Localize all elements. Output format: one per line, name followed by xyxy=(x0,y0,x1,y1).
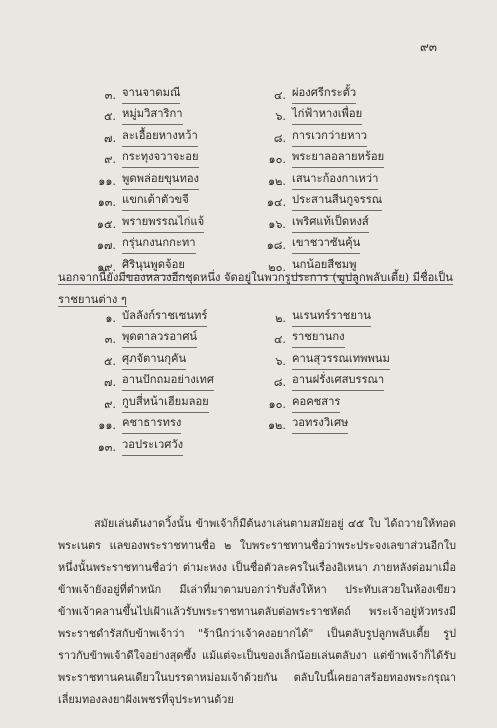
list-item xyxy=(90,438,260,456)
item-label: นกน้อยสีชมพู xyxy=(292,258,357,276)
list-item xyxy=(260,129,430,147)
item-number: ๑๘. xyxy=(266,239,286,253)
item-label: บัลลังก์ราชเซนทร์ xyxy=(122,309,207,327)
list-item xyxy=(260,193,430,211)
item-label: คอคชสาร xyxy=(292,395,340,413)
item-label: จานจาดมณี xyxy=(122,86,180,104)
item-label: ศุภจัตานกุคัน xyxy=(122,352,186,370)
item-label: ผ่องศรีกระตั้ว xyxy=(292,86,356,104)
list-item xyxy=(260,309,430,327)
item-number: ๑๓. xyxy=(97,440,116,454)
item-number: ๖. xyxy=(275,110,286,124)
list-row xyxy=(90,106,430,128)
item-label: กรุ่นกงนกกะทา xyxy=(122,236,196,254)
list-row xyxy=(90,329,430,351)
list-row xyxy=(90,393,430,415)
item-number: ๑๒. xyxy=(267,174,286,188)
item-number: ๑๐. xyxy=(268,153,286,167)
item-label: เพริศแท้เป็ดหงส์ xyxy=(292,215,369,233)
item-label: แขกเต้าตัวขจี xyxy=(122,193,189,211)
list-item xyxy=(90,373,260,391)
list-item xyxy=(90,416,260,434)
list-item xyxy=(90,309,260,327)
item-label: ละเอื้อยหางหว้า xyxy=(122,129,198,147)
item-number: ๑. xyxy=(105,311,116,325)
list-item xyxy=(260,330,430,348)
item-number: ๕. xyxy=(103,354,116,368)
list-item xyxy=(260,373,430,391)
list-item xyxy=(260,416,430,434)
item-label: วอประเวศวัง xyxy=(122,438,183,456)
list-item xyxy=(260,352,430,370)
list-item xyxy=(260,215,430,233)
item-label: คชาธารทรง xyxy=(122,416,181,434)
item-number: ๕. xyxy=(103,110,116,124)
item-number: ๑๑. xyxy=(98,174,116,188)
list-item xyxy=(90,107,260,125)
list-row xyxy=(90,127,430,149)
item-label: ศิรินุนพูดจ้อย xyxy=(122,258,185,276)
item-number: ๑๖. xyxy=(268,217,286,231)
item-label: อานปักถมอย่างเทศ xyxy=(122,373,214,391)
body-paragraph: สมัยเล่นต้นงาดวิ้งนั้น ข้าพเจ้าก็มีต้นงาเล่นตามสมัยอยู่ ๔๕ ใบ ได้ถวายให้ทอดพระเนตร แลของพระราชทานชื่อ ๒ ใบพระราชทานชื่อว่าพระประจงเลขาส่วนอีกใบหนึ่งนั้นพระราชทานชื่อว่า ต่ามะหงง เป็นชื่อตัวละครในเรื่องอิเหนา ภายหลังต่อมาเมื่อข้าพเจ้ายังอยู่ที่ตำหนัก มีเล่าที่มาตามบอกว่ารับสั่งให้หา ประทับเสวยในห้องเขียว ข้าพเจ้าคลานขึ้นไปเฝ้าแล้วรับพระราชทานตลับต่อพระราชหัตถ์ พระเจ้าอยู่หัวทรงมีพระราชดำรัสกับข้าพเจ้าว่า "ร้านีกว่าเจ้าคงอยากได้" เป็นตลับรูปลูกพลับเตี้ย รูปราวกับข้าพเจ้าดีใจอย่างสุดซึ้ง แม้แต่จะเป็นของเล็กน้อยเล่นตลับงา แต่ข้าพเจ้าก็ได้รับพระราชทานคนเดียวในบรรดาหม่อมเจ้าด้วยกัน ตลับใบนี้เคยอาสร้อยทองพระกรุณาเลี่ยมทองลงยาฝังเพชรที่จุประทานด้วย xyxy=(58,517,456,706)
item-number: ๑๕. xyxy=(96,217,116,231)
list-item xyxy=(90,193,260,211)
item-label: เขาชวาซันคุ้น xyxy=(292,236,360,254)
item-label: ราชยานกง xyxy=(292,330,345,348)
intro-paragraph xyxy=(58,267,456,311)
list-item xyxy=(90,172,260,190)
intro-line-2: ราชยานต่าง ๆ xyxy=(58,293,127,306)
item-label: ไก่ฟ้าหางเพื่อย xyxy=(292,107,362,125)
list-row xyxy=(90,192,430,214)
bird-name-list xyxy=(90,84,430,278)
intro-line-1: นอกจากนี้ยังมีของหลวงอีกชุดหนึ่ง จัดอยู่ในพวกรูประการ (ฆูปลูกพลับเตี้ย) มีชื่อเป็น xyxy=(58,271,453,284)
list-item xyxy=(260,395,430,413)
list-row xyxy=(90,213,430,235)
list-item xyxy=(90,86,260,104)
list-item xyxy=(260,86,430,104)
item-label: การเวกว่ายหาว xyxy=(292,129,367,147)
list-row xyxy=(90,84,430,106)
item-number: ๙. xyxy=(104,153,116,167)
item-number: ๗. xyxy=(104,376,116,390)
item-number: ๑๓. xyxy=(97,196,116,210)
vehicle-name-list xyxy=(90,307,430,458)
item-number: ๙. xyxy=(104,397,116,411)
item-number: ๑๙. xyxy=(97,260,116,274)
item-number: ๘. xyxy=(273,376,286,390)
list-item xyxy=(90,395,260,413)
item-number: ๗. xyxy=(104,131,116,145)
list-item xyxy=(90,330,260,348)
list-row xyxy=(90,235,430,257)
list-row xyxy=(90,170,430,192)
item-number: ๑๗. xyxy=(96,239,116,253)
list-row xyxy=(90,372,430,394)
item-number: ๔. xyxy=(273,88,286,102)
item-label: กระทุงจวาจะอย xyxy=(122,150,199,168)
list-item xyxy=(90,215,260,233)
item-label: คานสุวรรณเทพพนม xyxy=(292,352,390,370)
list-item xyxy=(90,352,260,370)
item-label: อานฝรั่งเศสบรรณา xyxy=(292,373,384,391)
item-label: พระยาลอลายหร้อย xyxy=(292,150,384,168)
item-label: ประสานสีนกูจรรณ xyxy=(292,193,382,211)
list-row xyxy=(90,350,430,372)
item-number: ๑๒. xyxy=(267,419,286,433)
item-label: วอทรงวิเศษ xyxy=(292,416,348,434)
item-number: ๒. xyxy=(275,311,286,325)
list-row xyxy=(90,307,430,329)
item-number: ๓. xyxy=(104,333,116,347)
list-item xyxy=(90,129,260,147)
list-item xyxy=(260,236,430,254)
list-item xyxy=(260,107,430,125)
item-number: ๘. xyxy=(273,131,286,145)
item-label: พรายพรรณไก่แจ้ xyxy=(122,215,204,233)
item-label: กูบสี่หน้าเฮียมลอย xyxy=(122,395,209,413)
item-number: ๖. xyxy=(275,354,286,368)
item-label: นเรนทร์ราชยาน xyxy=(292,309,371,327)
page-number: ๙๓ xyxy=(420,40,437,54)
list-item xyxy=(90,150,260,168)
list-item xyxy=(260,150,430,168)
list-row xyxy=(90,436,430,458)
list-item xyxy=(90,236,260,254)
item-label: พุดตาลวรอาศน์ xyxy=(122,330,197,348)
item-label: เสนาะก้องกาเหว่า xyxy=(292,172,378,190)
item-number: ๑๔. xyxy=(266,196,286,210)
list-row xyxy=(90,149,430,171)
item-number: ๓. xyxy=(104,88,116,102)
item-number: ๑๑. xyxy=(98,419,116,433)
item-label: หมู่มวิสาริกา xyxy=(122,107,183,125)
item-number: ๒๐. xyxy=(268,260,286,274)
list-item xyxy=(260,172,430,190)
item-number: ๔. xyxy=(273,333,286,347)
list-row xyxy=(90,415,430,437)
item-label: พูดพล่อยขุนทอง xyxy=(122,172,199,190)
item-number: ๑๐. xyxy=(268,397,286,411)
